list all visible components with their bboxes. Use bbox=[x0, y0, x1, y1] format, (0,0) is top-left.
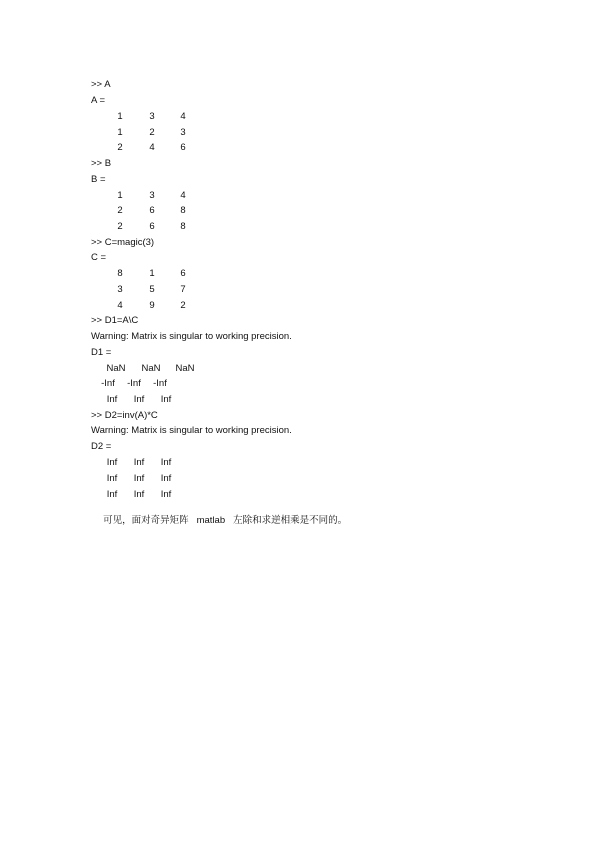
conclusion-after: 左除和求逆相乘是不同的。 bbox=[233, 515, 348, 526]
matrix-cell: 3 bbox=[117, 284, 123, 295]
matrix-cell: NaN bbox=[106, 363, 126, 374]
matrix-cell: 1 bbox=[149, 268, 155, 279]
command-line: >> A bbox=[91, 79, 111, 90]
matrix-cell: 9 bbox=[149, 300, 155, 311]
matrix-cell: 3 bbox=[149, 190, 155, 201]
warning-message: Warning: Matrix is singular to working precision. bbox=[91, 425, 292, 436]
matrix-label: B = bbox=[91, 174, 106, 185]
matrix-cell: Inf bbox=[106, 489, 118, 500]
matrix-cell: Inf bbox=[133, 394, 145, 405]
matrix-cell: -Inf bbox=[101, 378, 115, 389]
matrix-cell: Inf bbox=[160, 457, 172, 468]
matrix-cell: 6 bbox=[149, 221, 155, 232]
matrix-cell: 2 bbox=[180, 300, 186, 311]
matrix-cell: 6 bbox=[149, 205, 155, 216]
matrix-cell: 4 bbox=[149, 142, 155, 153]
matrix-cell: 1 bbox=[117, 127, 123, 138]
matrix-cell: Inf bbox=[133, 489, 145, 500]
matrix-cell: 8 bbox=[180, 205, 186, 216]
matrix-cell: Inf bbox=[106, 473, 118, 484]
matrix-cell: 8 bbox=[117, 268, 123, 279]
matrix-cell: 6 bbox=[180, 268, 186, 279]
matrix-cell: 2 bbox=[149, 127, 155, 138]
warning-message: Warning: Matrix is singular to working precision. bbox=[91, 331, 292, 342]
matrix-cell: 4 bbox=[180, 190, 186, 201]
matrix-cell: 3 bbox=[149, 111, 155, 122]
matrix-cell: 1 bbox=[117, 111, 123, 122]
matrix-cell: 4 bbox=[180, 111, 186, 122]
matrix-cell: 1 bbox=[117, 190, 123, 201]
command-line: >> D2=inv(A)*C bbox=[91, 410, 158, 421]
conclusion-before: 可见，面对奇异矩阵 bbox=[103, 515, 189, 526]
matrix-cell: Inf bbox=[133, 457, 145, 468]
matrix-label: D2 = bbox=[91, 441, 112, 452]
matrix-cell: 2 bbox=[117, 205, 123, 216]
matrix-label: D1 = bbox=[91, 347, 112, 358]
matrix-cell: 4 bbox=[117, 300, 123, 311]
conclusion-text bbox=[91, 503, 347, 539]
matrix-label: C = bbox=[91, 252, 107, 263]
matrix-cell: 3 bbox=[180, 127, 186, 138]
matrix-cell: 6 bbox=[180, 142, 186, 153]
matrix-cell: 8 bbox=[180, 221, 186, 232]
conclusion-latin: matlab bbox=[196, 515, 226, 526]
matrix-cell: 2 bbox=[117, 142, 123, 153]
matrix-cell: NaN bbox=[141, 363, 161, 374]
matrix-cell: Inf bbox=[160, 489, 172, 500]
matrix-cell: 2 bbox=[117, 221, 123, 232]
matrix-cell: Inf bbox=[160, 394, 172, 405]
matrix-cell: Inf bbox=[160, 473, 172, 484]
matrix-cell: Inf bbox=[133, 473, 145, 484]
matrix-cell: -Inf bbox=[127, 378, 141, 389]
command-line: >> D1=A\C bbox=[91, 315, 139, 326]
matrix-cell: NaN bbox=[175, 363, 195, 374]
command-line: >> B bbox=[91, 158, 112, 169]
matrix-cell: 5 bbox=[149, 284, 155, 295]
matrix-cell: -Inf bbox=[153, 378, 167, 389]
matrix-cell: Inf bbox=[106, 457, 118, 468]
matrix-label: A = bbox=[91, 95, 105, 106]
matrix-cell: 7 bbox=[180, 284, 186, 295]
command-line: >> C=magic(3) bbox=[91, 237, 155, 248]
matrix-cell: Inf bbox=[106, 394, 118, 405]
